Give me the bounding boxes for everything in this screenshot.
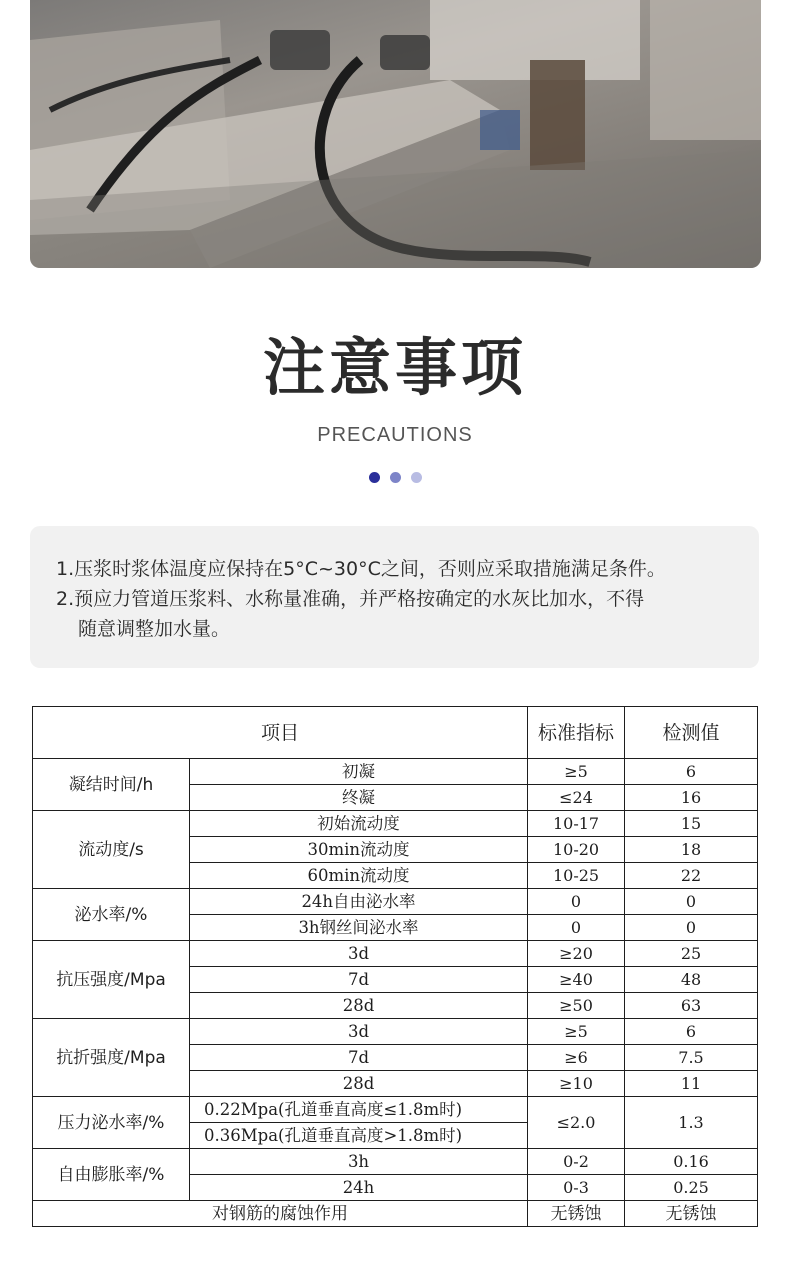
row-standard: ≥5 [528, 759, 625, 785]
row-standard: 10-20 [528, 837, 625, 863]
header-standard: 标准指标 [528, 707, 625, 759]
row-value: 25 [625, 941, 758, 967]
row-value: 1.3 [625, 1097, 758, 1149]
row-standard: ≥10 [528, 1071, 625, 1097]
row-value: 22 [625, 863, 758, 889]
table-row [33, 1019, 758, 1045]
dot-dark [369, 472, 380, 483]
row-item: 24h [190, 1175, 528, 1201]
row-standard: ≥6 [528, 1045, 625, 1071]
footer-item: 对钢筋的腐蚀作用 [33, 1201, 528, 1227]
row-item: 7d [190, 1045, 528, 1071]
row-value: 6 [625, 1019, 758, 1045]
header-item: 项目 [33, 707, 528, 759]
row-standard: ≥20 [528, 941, 625, 967]
row-standard: 0-2 [528, 1149, 625, 1175]
dot-medium [390, 472, 401, 483]
row-value: 0.25 [625, 1175, 758, 1201]
row-item: 30min流动度 [190, 837, 528, 863]
decorative-dots [0, 472, 790, 483]
group-name: 泌水率/% [33, 889, 190, 941]
row-item: 3d [190, 1019, 528, 1045]
row-standard: ≤24 [528, 785, 625, 811]
row-item: 7d [190, 967, 528, 993]
row-value: 0 [625, 915, 758, 941]
table-header-row [33, 707, 758, 759]
footer-standard: 无锈蚀 [528, 1201, 625, 1227]
group-name: 抗压强度/Mpa [33, 941, 190, 1019]
row-standard: 0 [528, 889, 625, 915]
precautions-notes [30, 526, 759, 668]
group-name: 抗折强度/Mpa [33, 1019, 190, 1097]
table-row [33, 1097, 758, 1123]
row-standard: ≥40 [528, 967, 625, 993]
row-item: 60min流动度 [190, 863, 528, 889]
group-name: 凝结时间/h [33, 759, 190, 811]
note-2-continuation: 随意调整加水量。 [78, 618, 231, 640]
row-item: 3d [190, 941, 528, 967]
group-name: 流动度/s [33, 811, 190, 889]
construction-photo [30, 0, 761, 268]
row-item: 0.22Mpa(孔道垂直高度≤1.8m时) [190, 1097, 528, 1123]
table-row [33, 941, 758, 967]
row-value: 0 [625, 889, 758, 915]
row-standard: 0 [528, 915, 625, 941]
row-value: 16 [625, 785, 758, 811]
table-row [33, 889, 758, 915]
row-value: 11 [625, 1071, 758, 1097]
footer-value: 无锈蚀 [625, 1201, 758, 1227]
row-item: 初始流动度 [190, 811, 528, 837]
row-value: 15 [625, 811, 758, 837]
row-standard: ≥50 [528, 993, 625, 1019]
page-title: 注意事项 [262, 331, 527, 404]
row-standard: 10-25 [528, 863, 625, 889]
row-value: 63 [625, 993, 758, 1019]
table-row [33, 759, 758, 785]
row-item: 24h自由泌水率 [190, 889, 528, 915]
row-item: 3h [190, 1149, 528, 1175]
group-name: 自由膨胀率/% [33, 1149, 190, 1201]
group-name: 压力泌水率/% [33, 1097, 190, 1149]
row-item: 0.36Mpa(孔道垂直高度>1.8m时) [190, 1123, 528, 1149]
row-item: 3h钢丝间泌水率 [190, 915, 528, 941]
row-value: 0.16 [625, 1149, 758, 1175]
table-row [33, 1201, 758, 1227]
row-item: 28d [190, 1071, 528, 1097]
page-subtitle: PRECAUTIONS [317, 424, 473, 446]
spec-table [32, 706, 758, 1227]
row-value: 7.5 [625, 1045, 758, 1071]
row-item: 终凝 [190, 785, 528, 811]
row-value: 18 [625, 837, 758, 863]
row-standard: 0-3 [528, 1175, 625, 1201]
table-row [33, 1149, 758, 1175]
dot-light [411, 472, 422, 483]
row-standard: ≥5 [528, 1019, 625, 1045]
row-item: 初凝 [190, 759, 528, 785]
row-value: 6 [625, 759, 758, 785]
grouting-equipment-image [30, 0, 761, 268]
table-row [33, 811, 758, 837]
note-2: 2.预应力管道压浆料、水称量准确，并严格按确定的水灰比加水，不得 [56, 588, 645, 610]
row-standard: ≤2.0 [528, 1097, 625, 1149]
row-standard: 10-17 [528, 811, 625, 837]
header-value: 检测值 [625, 707, 758, 759]
row-item: 28d [190, 993, 528, 1019]
note-1: 1.压浆时浆体温度应保持在5°C~30°C之间，否则应采取措施满足条件。 [56, 558, 666, 580]
row-value: 48 [625, 967, 758, 993]
